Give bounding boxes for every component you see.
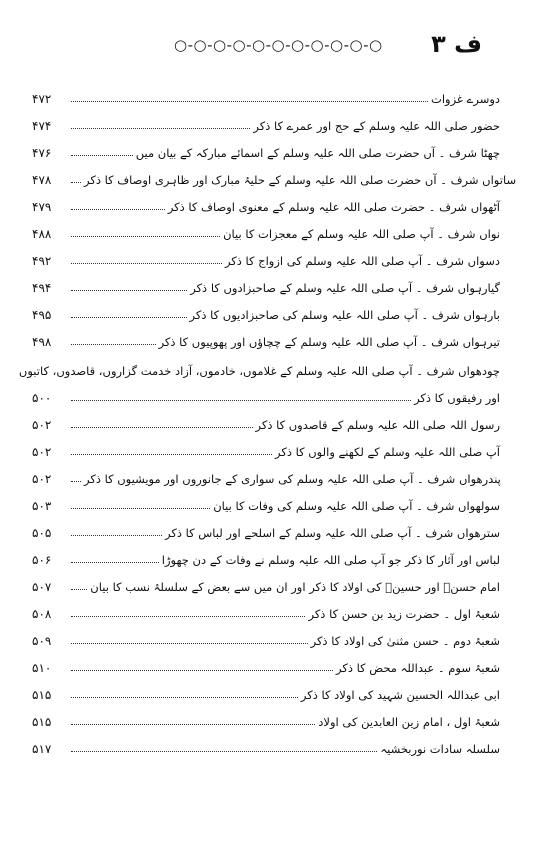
toc-page-number: ۴۹۵ — [32, 308, 52, 322]
toc-entry-title: نواں شرف ۔ آپ صلی اللہ علیہ وسلم کے معجزات کا بیان — [223, 227, 500, 241]
toc-entry-title: امام حسنؓ اور حسینؓ کی اولاد کا ذکر اور ان میں سے بعض کے سلسلۂ نسب کا بیان — [90, 580, 500, 594]
dot-leader — [71, 724, 315, 725]
dot-leader — [71, 317, 187, 318]
dot-leader — [71, 400, 411, 401]
toc-page-number: ۵۰۰ — [32, 391, 52, 405]
toc-page-number: ۴۹۸ — [32, 335, 52, 349]
toc-page-number: ۵۱۵ — [32, 715, 52, 729]
toc-page-number: ۴۷۶ — [32, 146, 52, 160]
toc-entry-title: لباس اور آثار کا ذکر جو آپ صلی اللہ علیہ وسلم نے وفات کے دن چھوڑا — [161, 553, 500, 567]
toc-entry-title: شعبۂ اول ، امام زین العابدین کی اولاد — [318, 715, 500, 729]
toc-entry — [32, 380, 500, 407]
dot-leader — [71, 155, 133, 156]
toc-entry-title: بارہواں شرف ۔ آپ صلی اللہ علیہ وسلم کی صاحبزادیوں کا ذکر — [189, 308, 500, 322]
toc-page-number: ۴۹۴ — [32, 281, 52, 295]
toc-entry — [32, 162, 517, 189]
toc-entry — [32, 135, 500, 162]
toc-entry — [32, 297, 500, 324]
toc-page-number: ۴۹۲ — [32, 254, 52, 268]
toc-entry-title: ساتواں شرف ۔ آں حضرت صلی اللہ علیہ وسلم کے حلیۂ مبارک اور ظاہری اوصاف کا ذکر — [84, 173, 517, 187]
toc-entry — [32, 515, 500, 542]
toc-entry — [32, 461, 500, 488]
dot-leader — [71, 535, 162, 536]
toc-entry — [32, 650, 500, 677]
toc-entry-title: چودھواں شرف ۔ آپ صلی اللہ علیہ وسلم کے غلاموں، خادموں، آزاد خدمت گزاروں، قاصدوں، کاتبوں — [18, 364, 500, 378]
toc-entry — [32, 434, 500, 461]
page-number-label: ف ۳ — [431, 30, 482, 58]
page-header — [60, 30, 482, 64]
toc-entry-title: دسواں شرف ۔ آپ صلی اللہ علیہ وسلم کی ازواج کا ذکر — [224, 254, 500, 268]
toc-entry-title: سترھواں شرف ۔ آپ صلی اللہ علیہ وسلم کے اسلحے اور لباس کا ذکر — [165, 526, 500, 540]
toc-entry — [32, 731, 500, 758]
table-of-contents — [18, 86, 517, 758]
dot-leader — [71, 182, 81, 183]
toc-page-number: ۵۱۰ — [32, 661, 52, 675]
toc-entry-title: چھٹا شرف ۔ آں حضرت صلی اللہ علیہ وسلم کے اسمائے مبارکہ کے بیان میں — [135, 146, 500, 160]
dot-leader — [71, 290, 187, 291]
toc-page-number: ۴۷۹ — [32, 200, 52, 214]
toc-entry-title: سولھواں شرف ۔ آپ صلی اللہ علیہ وسلم کی وفات کا بیان — [213, 499, 500, 513]
toc-page-number: ۵۰۹ — [32, 634, 52, 648]
dot-leader — [71, 697, 298, 698]
dot-leader — [71, 454, 272, 455]
toc-page-number: ۵۰۲ — [32, 418, 52, 432]
toc-entry — [32, 704, 500, 731]
toc-entry — [32, 243, 500, 270]
dot-leader — [71, 589, 87, 590]
toc-entry-title: اور رفیقوں کا ذکر — [414, 391, 500, 405]
dot-leader — [71, 101, 428, 102]
toc-entry — [32, 270, 500, 297]
dot-leader — [71, 562, 159, 563]
toc-entry-title: حضور صلی اللہ علیہ وسلم کے حج اور عمرے کا ذکر — [253, 119, 500, 133]
dot-leader — [71, 344, 156, 345]
dot-leader — [71, 508, 210, 509]
toc-entry — [32, 407, 500, 434]
toc-page-number: ۵۰۲ — [32, 445, 52, 459]
toc-page-number: ۵۰۷ — [32, 580, 52, 594]
toc-entry — [32, 488, 500, 515]
toc-page-number: ۵۰۵ — [32, 526, 52, 540]
dot-leader — [71, 128, 250, 129]
toc-entry — [32, 216, 500, 243]
toc-entry — [32, 569, 500, 596]
toc-entry — [32, 108, 500, 135]
toc-page-number: ۴۷۴ — [32, 119, 52, 133]
toc-entry — [32, 677, 500, 704]
dot-leader — [71, 236, 220, 237]
toc-entry-title: آٹھواں شرف ۔ حضرت صلی اللہ علیہ وسلم کے معنوی اوصاف کا ذکر — [167, 200, 500, 214]
toc-entry — [32, 189, 500, 216]
dot-leader — [71, 751, 377, 752]
dot-leader — [71, 481, 81, 482]
toc-page-number: ۵۰۸ — [32, 607, 52, 621]
dot-leader — [71, 643, 308, 644]
toc-page-number: ۵۰۲ — [32, 472, 52, 486]
toc-entry-title: آپ صلی اللہ علیہ وسلم کے لکھنے والوں کا ذکر — [275, 445, 500, 459]
header-ornament: ○-○-○-○-○-○-○-○-○-○-○ — [174, 36, 383, 54]
toc-entry-title: پندرھواں شرف ۔ آپ صلی اللہ علیہ وسلم کی سواری کے جانوروں اور مویشیوں کا ذکر — [84, 472, 501, 486]
toc-entry-title: شعبۂ اول ۔ حضرت زید بن حسن کا ذکر — [308, 607, 500, 621]
dot-leader — [71, 263, 222, 264]
toc-entry — [32, 86, 500, 108]
dot-leader — [71, 209, 165, 210]
toc-entry-title: شعبۂ سوم ۔ عبداللہ محض کا ذکر — [336, 661, 500, 675]
toc-entry — [32, 623, 500, 650]
dot-leader — [71, 616, 305, 617]
toc-page-number: ۵۱۵ — [32, 688, 52, 702]
toc-entry — [18, 351, 500, 380]
toc-entry-title: دوسرے غزوات — [431, 92, 500, 106]
toc-page-number: ۵۰۶ — [32, 553, 52, 567]
toc-page-number: ۴۷۸ — [32, 173, 52, 187]
toc-page-number — [32, 378, 68, 380]
toc-entry-title: رسول اللہ صلی اللہ علیہ وسلم کے قاصدوں کا ذکر — [255, 418, 500, 432]
toc-entry — [32, 542, 500, 569]
toc-page-number: ۵۰۳ — [32, 499, 52, 513]
toc-page-number: ۴۷۲ — [32, 92, 52, 106]
toc-entry-title: تیرہواں شرف ۔ آپ صلی اللہ علیہ وسلم کے چچاؤں اور پھوپیوں کا ذکر — [158, 335, 500, 349]
toc-page-number: ۵۱۷ — [32, 742, 52, 756]
toc-entry-title: سلسلہ سادات نوربخشیہ — [380, 742, 500, 756]
toc-entry — [32, 596, 500, 623]
dot-leader — [71, 670, 333, 671]
toc-entry — [32, 324, 500, 351]
toc-entry-title: گیارہواں شرف ۔ آپ صلی اللہ علیہ وسلم کے صاحبزادوں کا ذکر — [190, 281, 500, 295]
dot-leader — [71, 427, 253, 428]
toc-entry-title: شعبۂ دوم ۔ حسن مثنیٰ کی اولاد کا ذکر — [310, 634, 500, 648]
toc-page-number: ۴۸۸ — [32, 227, 52, 241]
toc-entry-title: ابی عبداللہ الحسین شہید کی اولاد کا ذکر — [300, 688, 500, 702]
